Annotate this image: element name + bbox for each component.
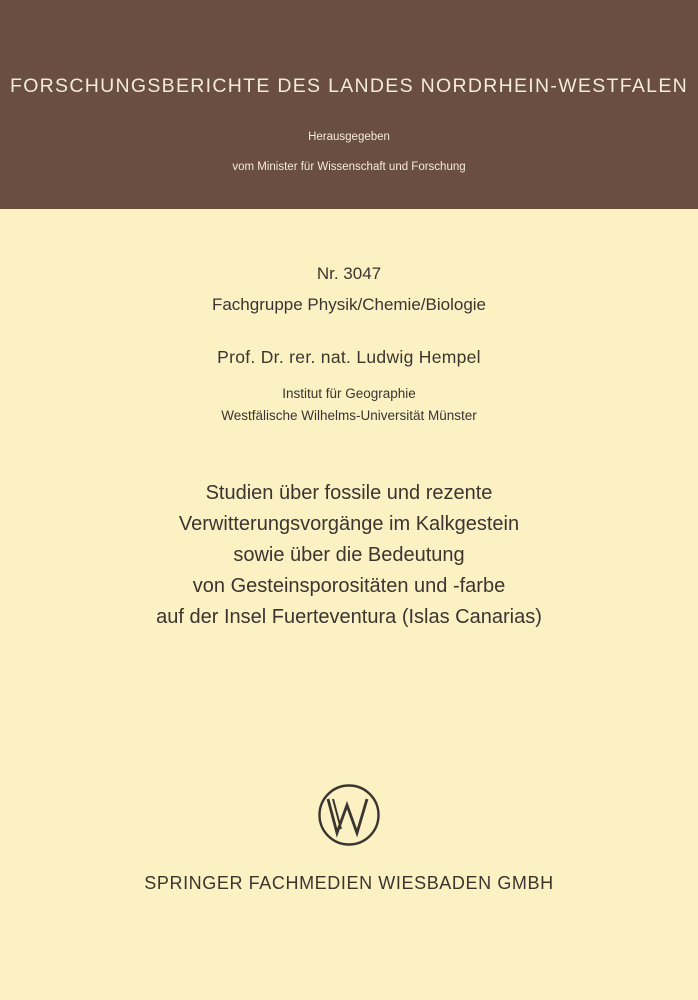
series-title: FORSCHUNGSBERICHTE DES LANDES NORDRHEIN-WESTFALEN — [9, 75, 689, 97]
westdeutscher-verlag-w-logo-icon — [317, 783, 381, 847]
author-name: Prof. Dr. rer. nat. Ludwig Hempel — [217, 347, 481, 367]
book-title — [0, 478, 698, 633]
series-header-band — [0, 0, 698, 209]
report-number: Nr. 3047 — [316, 264, 382, 283]
title-line: von Gesteinsporositäten und -farbe — [192, 575, 506, 597]
title-line: sowie über die Bedeutung — [233, 544, 465, 566]
subject-group: Fachgruppe Physik/Chemie/Biologie — [211, 295, 487, 314]
title-line: Verwitterungsvorgänge im Kalkgestein — [178, 513, 520, 535]
published-by-label: Herausgegeben — [308, 131, 390, 143]
title-line: Studien über fossile und rezente — [205, 482, 493, 504]
ministry-label: vom Minister für Wissenschaft und Forschung — [232, 161, 466, 173]
publisher-imprint: SPRINGER FACHMEDIEN WIESBADEN GMBH — [144, 873, 554, 893]
title-line: auf der Insel Fuerteventura (Islas Canarias) — [156, 606, 542, 628]
author-institute: Institut für Geographie — [282, 386, 416, 401]
author-university: Westfälische Wilhelms-Universität Münster — [221, 408, 477, 423]
